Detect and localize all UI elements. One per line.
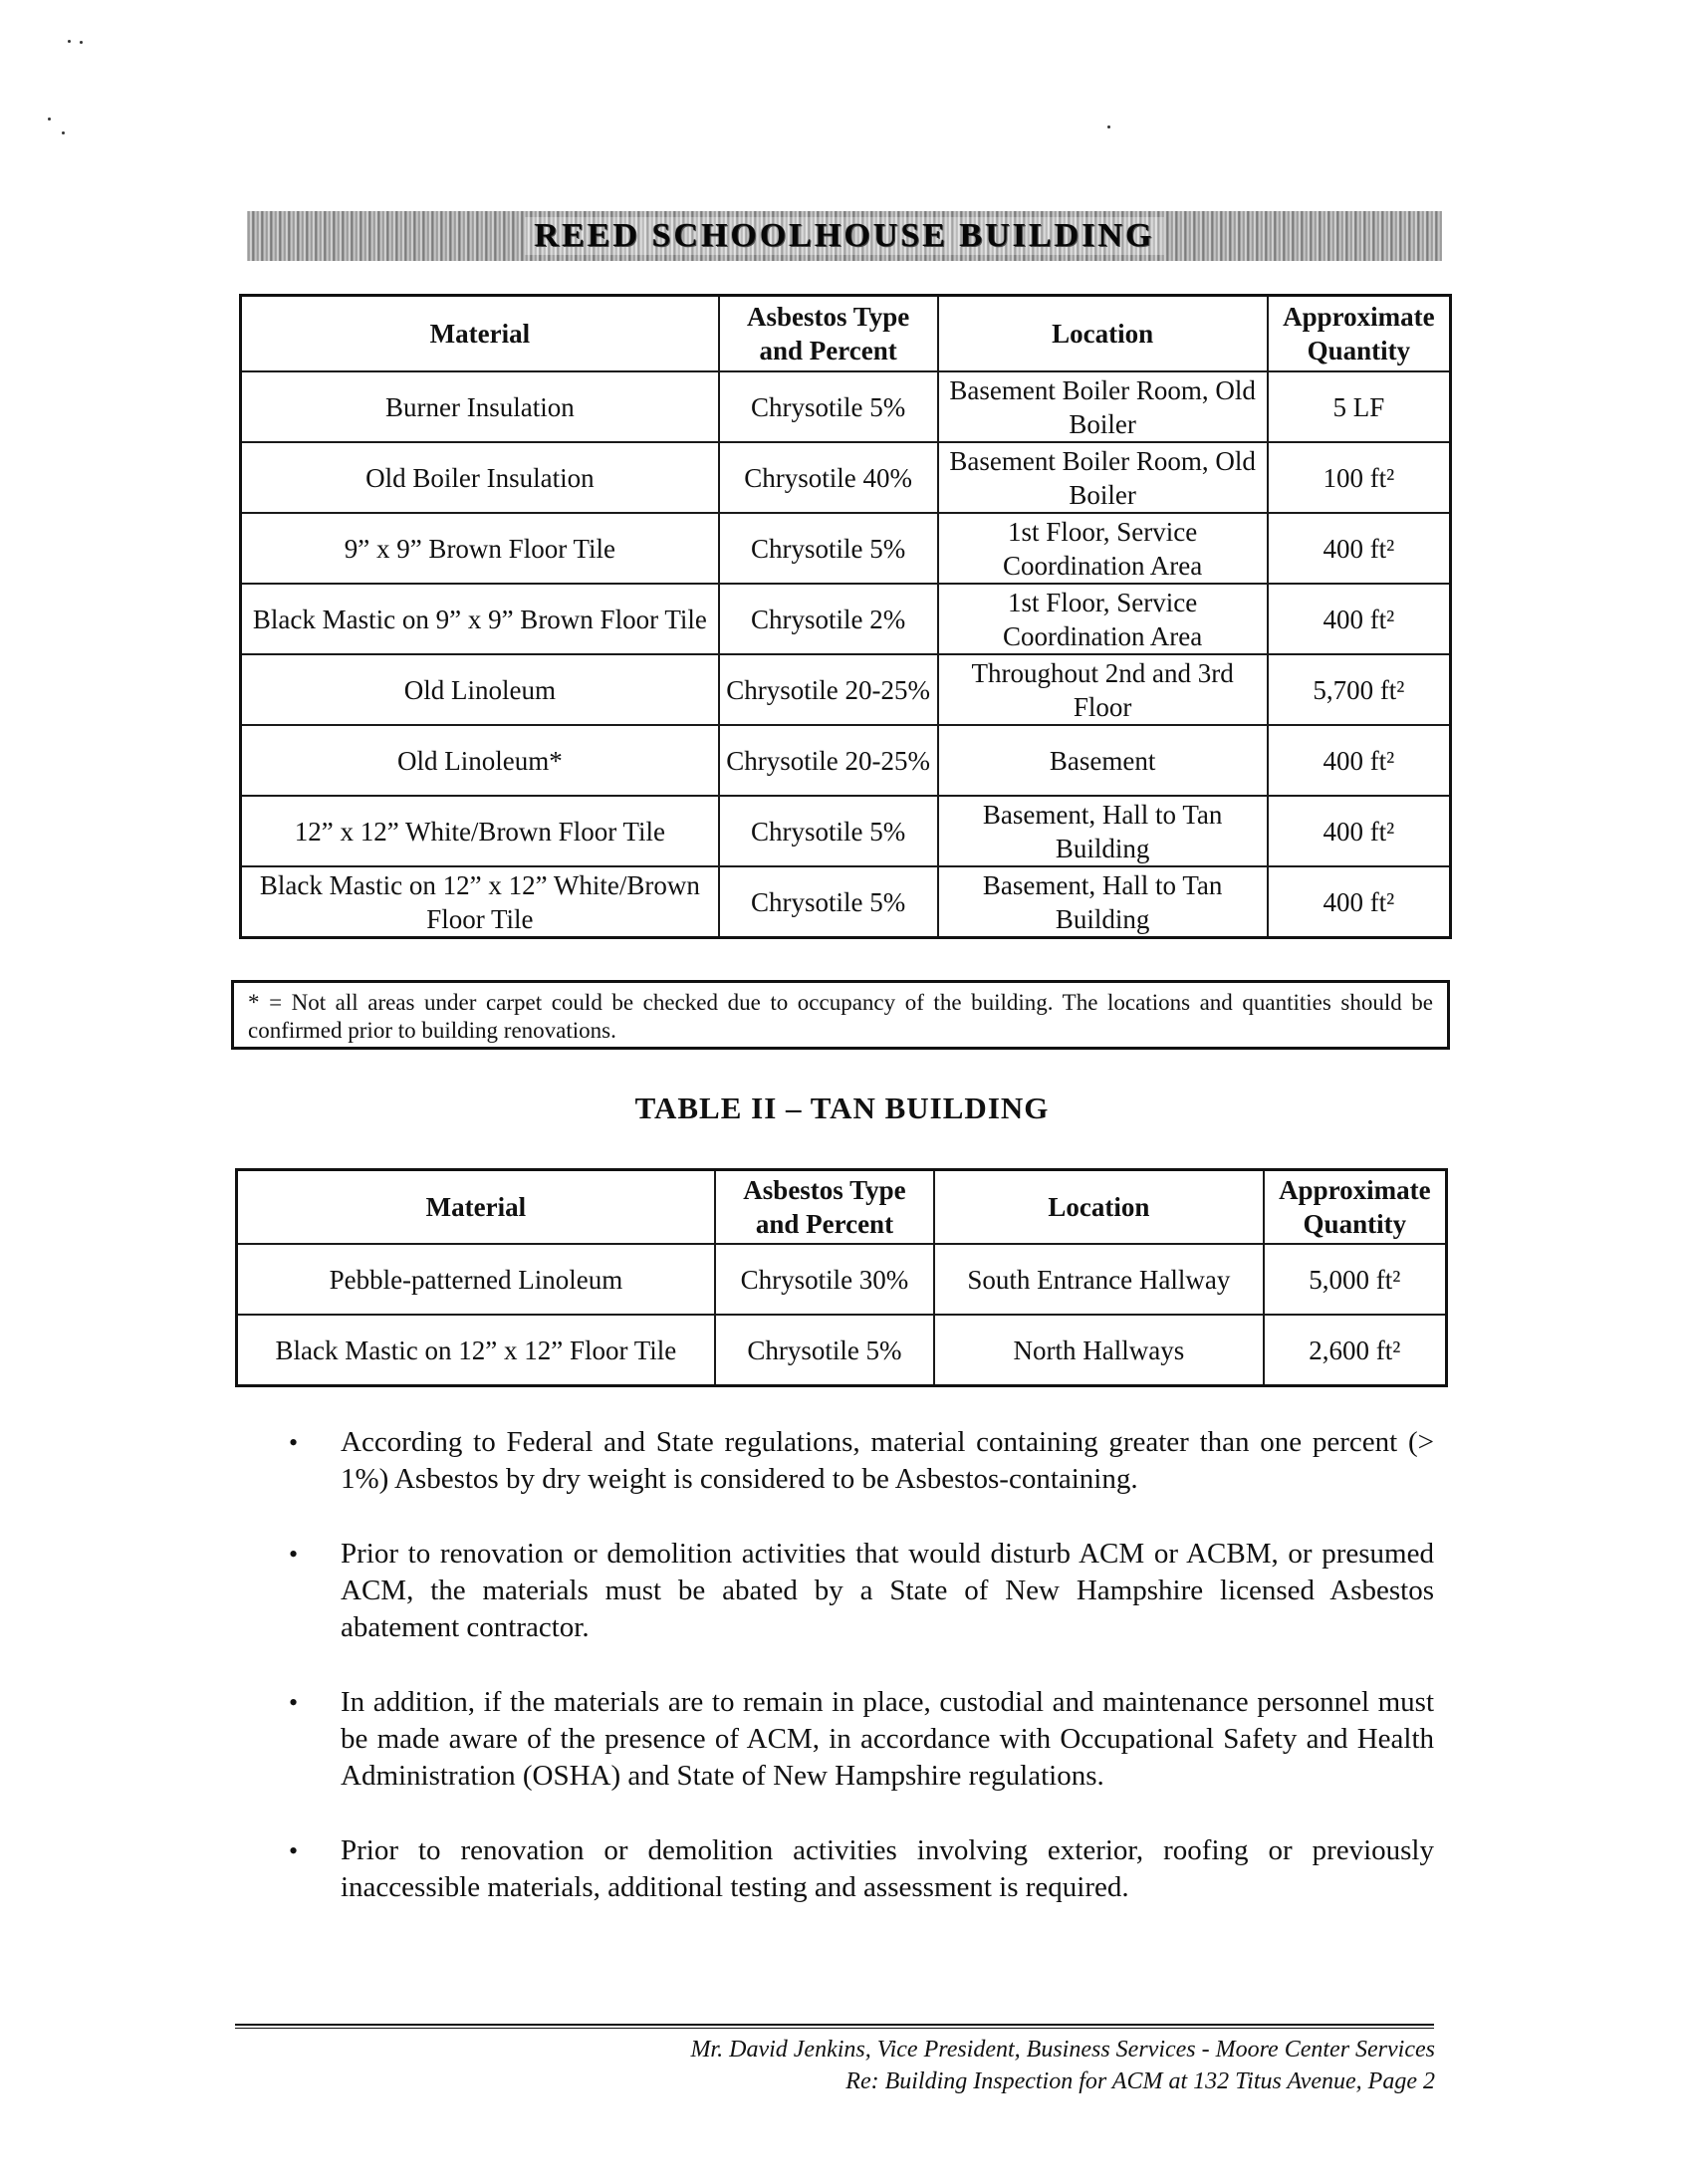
cell-quantity: 100 ft²	[1268, 442, 1451, 513]
page-footer	[690, 2034, 1435, 2097]
cell-quantity: 400 ft²	[1268, 796, 1451, 866]
header-quantity: Approximate Quantity	[1264, 1170, 1447, 1245]
cell-quantity: 400 ft²	[1268, 513, 1451, 584]
list-item	[289, 1684, 1434, 1795]
cell-material: Black Mastic on 12” x 12” Floor Tile	[237, 1315, 715, 1386]
list-item-text: Prior to renovation or demolition activities that would disturb ACM or ACBM, or presumed ACM, the materials must be abated by a State of New Hampshire licensed Asbestos abatement contractor.	[341, 1538, 1434, 1643]
header-material: Material	[237, 1170, 715, 1245]
table2-title: TABLE II – TAN BUILDING	[634, 1091, 1050, 1125]
table-row	[241, 371, 1451, 442]
header-material: Material	[241, 296, 719, 372]
cell-location: 1st Floor, Service Coordination Area	[938, 584, 1268, 654]
list-item	[289, 1536, 1434, 1646]
cell-location: Basement, Hall to Tan Building	[938, 796, 1268, 866]
cell-asbestos-type: Chrysotile 30%	[715, 1244, 934, 1315]
cell-material: Black Mastic on 9” x 9” Brown Floor Tile	[241, 584, 719, 654]
cell-quantity: 5 LF	[1268, 371, 1451, 442]
bullet-symbol: •	[289, 1540, 299, 1569]
cell-quantity: 400 ft²	[1268, 584, 1451, 654]
cell-location: 1st Floor, Service Coordination Area	[938, 513, 1268, 584]
cell-location: North Hallways	[934, 1315, 1264, 1386]
table-row	[241, 796, 1451, 866]
scan-speck	[80, 41, 83, 44]
scan-speck	[1107, 125, 1110, 128]
table-row	[241, 654, 1451, 725]
cell-material: 9” x 9” Brown Floor Tile	[241, 513, 719, 584]
cell-material: Pebble-patterned Linoleum	[237, 1244, 715, 1315]
cell-material: Burner Insulation	[241, 371, 719, 442]
table2-tan-building	[235, 1168, 1448, 1387]
cell-asbestos-type: Chrysotile 40%	[719, 442, 938, 513]
table-row	[237, 1244, 1447, 1315]
header-location: Location	[938, 296, 1268, 372]
list-item-text: In addition, if the materials are to remain in place, custodial and maintenance personnel must be made aware of the presence of ACM, in accordance with Occupational Safety and Health Administration (OSHA) and State of New Hampshire regulations.	[341, 1686, 1434, 1792]
footer-rule	[235, 2024, 1434, 2029]
cell-location: Basement	[938, 725, 1268, 796]
bullet-symbol: •	[289, 1836, 299, 1865]
table1-title: REED SCHOOLHOUSE BUILDING	[525, 217, 1165, 255]
cell-asbestos-type: Chrysotile 5%	[719, 513, 938, 584]
table-row	[241, 584, 1451, 654]
cell-asbestos-type: Chrysotile 5%	[715, 1315, 934, 1386]
table-row	[237, 1315, 1447, 1386]
cell-location: Basement, Hall to Tan Building	[938, 866, 1268, 938]
cell-material: Old Boiler Insulation	[241, 442, 719, 513]
cell-location: Throughout 2nd and 3rd Floor	[938, 654, 1268, 725]
cell-material: Black Mastic on 12” x 12” White/Brown Floor Tile	[241, 866, 719, 938]
scan-speck	[62, 131, 65, 134]
cell-location: Basement Boiler Room, Old Boiler	[938, 371, 1268, 442]
cell-material: 12” x 12” White/Brown Floor Tile	[241, 796, 719, 866]
table-row	[241, 866, 1451, 938]
list-item	[289, 1424, 1434, 1498]
cell-quantity: 5,700 ft²	[1268, 654, 1451, 725]
cell-quantity: 2,600 ft²	[1264, 1315, 1447, 1386]
cell-quantity: 5,000 ft²	[1264, 1244, 1447, 1315]
header-quantity: Approximate Quantity	[1268, 296, 1451, 372]
scan-speck	[48, 118, 51, 121]
cell-material: Old Linoleum*	[241, 725, 719, 796]
cell-asbestos-type: Chrysotile 5%	[719, 866, 938, 938]
table-header-row	[237, 1170, 1447, 1245]
table1-reed-schoolhouse	[239, 294, 1452, 939]
cell-asbestos-type: Chrysotile 5%	[719, 796, 938, 866]
scan-speck	[68, 40, 71, 43]
header-location: Location	[934, 1170, 1264, 1245]
footer-line-recipient: Mr. David Jenkins, Vice President, Business Services - Moore Center Services	[690, 2037, 1435, 2063]
cell-asbestos-type: Chrysotile 20-25%	[719, 654, 938, 725]
cell-location: Basement Boiler Room, Old Boiler	[938, 442, 1268, 513]
cell-quantity: 400 ft²	[1268, 725, 1451, 796]
cell-location: South Entrance Hallway	[934, 1244, 1264, 1315]
header-asbestos-type: Asbestos Type and Percent	[719, 296, 938, 372]
cell-quantity: 400 ft²	[1268, 866, 1451, 938]
footnote-text: * = Not all areas under carpet could be checked due to occupancy of the building. The locations and quantities should be confirmed prior to building renovations.	[248, 990, 1433, 1043]
table-row	[241, 442, 1451, 513]
cell-asbestos-type: Chrysotile 5%	[719, 371, 938, 442]
bullet-symbol: •	[289, 1688, 299, 1717]
cell-material: Old Linoleum	[241, 654, 719, 725]
regulation-bullet-list	[289, 1424, 1434, 1944]
table1-title-banner	[247, 211, 1442, 261]
table-row	[241, 725, 1451, 796]
list-item-text: According to Federal and State regulations, material containing greater than one percent (> 1%) Asbestos by dry weight is considered to be Asbestos-containing.	[341, 1426, 1434, 1495]
bullet-symbol: •	[289, 1428, 299, 1457]
cell-asbestos-type: Chrysotile 2%	[719, 584, 938, 654]
table-header-row	[241, 296, 1451, 372]
table-row	[241, 513, 1451, 584]
header-asbestos-type: Asbestos Type and Percent	[715, 1170, 934, 1245]
cell-asbestos-type: Chrysotile 20-25%	[719, 725, 938, 796]
footnote-box	[231, 980, 1450, 1050]
list-item-text: Prior to renovation or demolition activities involving exterior, roofing or previously inaccessible materials, additional testing and assessment is required.	[341, 1834, 1434, 1903]
list-item	[289, 1832, 1434, 1906]
footer-line-reference: Re: Building Inspection for ACM at 132 Titus Avenue, Page 2	[845, 2068, 1435, 2094]
